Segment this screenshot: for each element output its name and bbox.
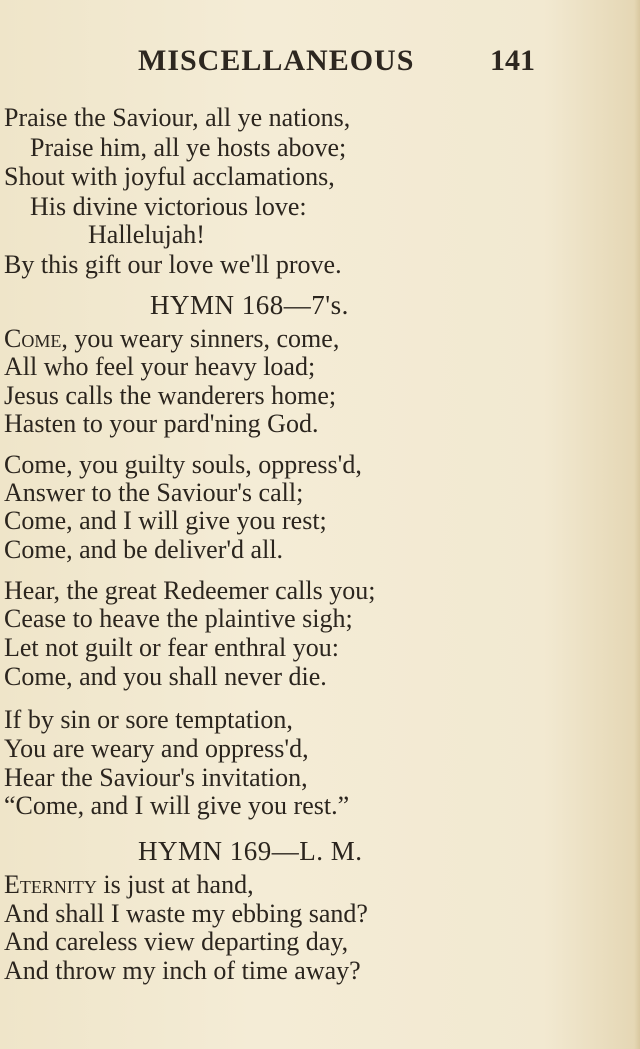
verse-line: His divine victorious love: [30, 192, 307, 221]
verse-line: Come, and be deliver'd all. [4, 535, 284, 564]
verse-line: Praise the Saviour, all ye nations, [4, 103, 351, 132]
verse-line: You are weary and oppress'd, [4, 734, 309, 763]
verse-line: Answer to the Saviour's call; [4, 478, 304, 507]
verse-line: Come, and you shall never die. [4, 662, 327, 691]
verse-line: Hasten to your pard'ning God. [4, 409, 319, 438]
verse-line: And careless view departing day, [4, 927, 349, 956]
verse-line: Jesus calls the wanderers home; [4, 381, 337, 410]
verse-line: Hear the Saviour's invitation, [4, 763, 308, 792]
verse-line [4, 325, 339, 353]
page-edge [634, 0, 640, 1049]
running-title: MISCELLANEOUS [138, 44, 415, 77]
verse-line: By this gift our love we'll prove. [4, 250, 342, 279]
verse-line: Praise him, all ye hosts above; [30, 133, 347, 162]
verse-line: Come, and I will give you rest; [4, 506, 327, 535]
page-number: 141 [490, 44, 535, 77]
verse-line [4, 871, 254, 899]
verse-line: Shout with joyful acclamations, [4, 162, 335, 191]
verse-line: And shall I waste my ebbing sand? [4, 899, 368, 928]
hymn-168-heading: HYMN 168—7's. [150, 290, 349, 320]
verse-line: Let not guilt or fear enthral you: [4, 633, 340, 662]
verse-line-rest: is just at hand, [103, 870, 254, 899]
verse-line: If by sin or sore temptation, [4, 705, 293, 734]
running-header [0, 44, 640, 84]
verse-line: And throw my inch of time away? [4, 956, 361, 985]
verse-line: Come, you guilty souls, oppress'd, [4, 450, 362, 479]
hymn-168-first-word: Come, [4, 324, 68, 353]
hymn-169-first-word: Eternity [4, 870, 97, 899]
verse-line: Cease to heave the plaintive sigh; [4, 604, 353, 633]
verse-line: Hear, the great Redeemer calls you; [4, 576, 376, 605]
verse-line: All who feel your heavy load; [4, 352, 316, 381]
verse-line-rest: you weary sinners, come, [74, 324, 340, 353]
verse-line-hallelujah: Hallelujah! [88, 220, 205, 249]
hymn-169-heading: HYMN 169—L. M. [138, 836, 363, 866]
verse-line: “Come, and I will give you rest.” [4, 791, 350, 820]
